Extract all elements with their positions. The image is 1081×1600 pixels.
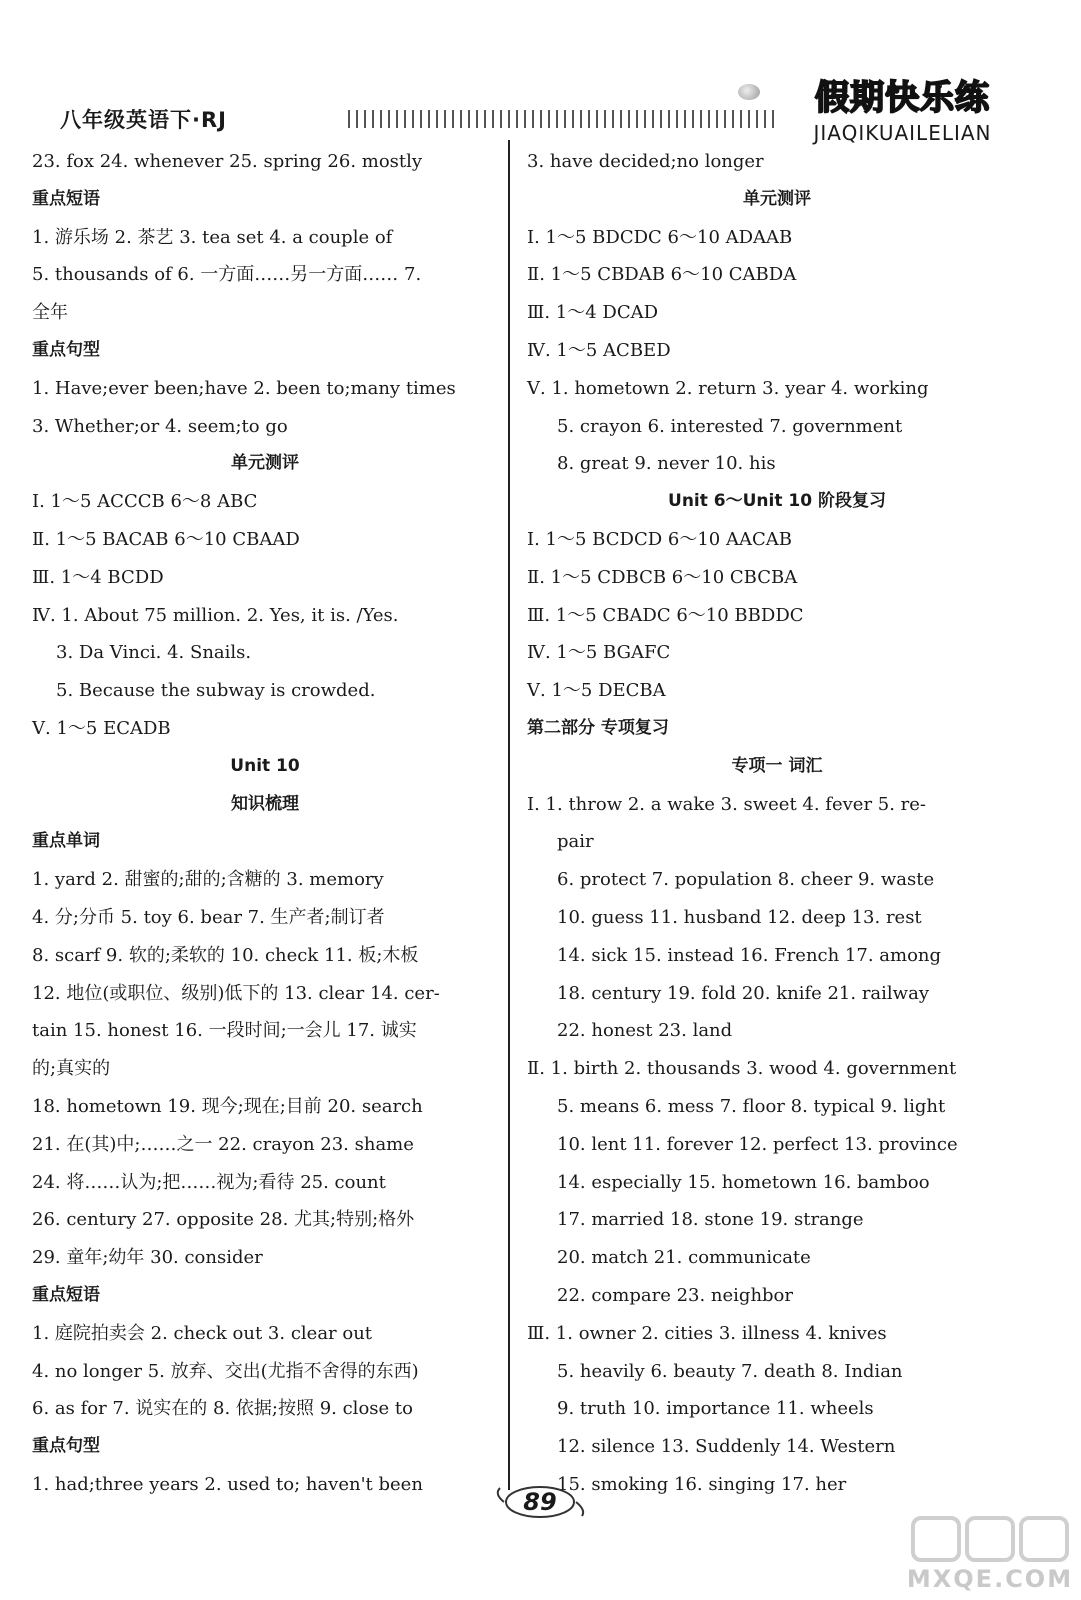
answer-line: 3. have decided;no longer — [527, 151, 764, 172]
answer-line: 14. especially 15. hometown 16. bamboo — [557, 1171, 930, 1193]
answer-line: Ⅰ. 1～5 BDCDC 6～10 ADAAB — [527, 226, 793, 248]
header-decoration-bars — [348, 110, 778, 128]
answer-line: Ⅳ. 1～5 BGAFC — [527, 642, 671, 664]
right-column — [527, 143, 1027, 1504]
answer-line: Ⅱ. 1～5 BACAB 6～10 CBAAD — [32, 528, 300, 550]
answer-line: Ⅲ. 1～5 CBADC 6～10 BBDDC — [527, 604, 804, 626]
section-heading: 重点短语 — [32, 1284, 100, 1305]
section-heading: 第二部分 专项复习 — [527, 717, 669, 738]
brand-subtitle: JIAQIKUAILELIAN — [813, 121, 992, 145]
brand-ornament-icon — [738, 84, 760, 100]
answer-line: 5. crayon 6. interested 7. government — [557, 415, 903, 437]
answer-line: 6. protect 7. population 8. cheer 9. waste — [557, 869, 935, 891]
left-column — [32, 143, 498, 1504]
answer-line: 21. 在(其)中;……之一 22. crayon 23. shame — [32, 1133, 414, 1155]
answer-line: 3. Whether;or 4. seem;to go — [32, 415, 288, 437]
answer-line: 5. thousands of 6. 一方面……另一方面…… 7. — [32, 264, 422, 286]
answer-line: Ⅲ. 1. owner 2. cities 3. illness 4. knives — [527, 1322, 887, 1344]
answer-line: 6. as for 7. 说实在的 8. 依据;按照 9. close to — [32, 1398, 413, 1420]
answer-line: 1. had;three years 2. used to; haven't been — [32, 1473, 423, 1495]
answer-line: 26. century 27. opposite 28. 尤其;特别;格外 — [32, 1209, 415, 1231]
answer-line: Ⅱ. 1～5 CBDAB 6～10 CABDA — [527, 264, 797, 286]
answer-line: Ⅱ. 1. birth 2. thousands 3. wood 4. government — [527, 1058, 957, 1080]
answer-line: 18. hometown 19. 现今;现在;目前 20. search — [32, 1095, 423, 1117]
answer-line: 22. honest 23. land — [557, 1020, 733, 1042]
answer-line: pair — [557, 831, 594, 853]
section-heading: 重点句型 — [32, 339, 100, 360]
section-heading: 专项一 词汇 — [731, 755, 823, 776]
answer-line: Ⅲ. 1～4 BCDD — [32, 566, 164, 588]
page-number-badge — [490, 1480, 590, 1520]
section-heading: 单元测评 — [231, 453, 299, 474]
column-divider — [508, 140, 510, 1490]
answer-line: 1. 庭院拍卖会 2. check out 3. clear out — [32, 1322, 373, 1344]
answer-line: tain 15. honest 16. 一段时间;一会儿 17. 诚实 — [32, 1020, 417, 1042]
answer-line: 12. silence 13. Suddenly 14. Western — [557, 1436, 896, 1458]
brand-logo — [800, 70, 1005, 145]
answer-line: Ⅴ. 1～5 ECADB — [32, 717, 171, 739]
answer-line: 3. Da Vinci. 4. Snails. — [56, 642, 252, 664]
section-heading: 重点单词 — [32, 831, 100, 852]
answer-line: 24. 将……认为;把……视为;看待 25. count — [32, 1171, 386, 1193]
answer-line: 5. heavily 6. beauty 7. death 8. Indian — [557, 1360, 903, 1382]
section-heading: 单元测评 — [743, 188, 811, 209]
answer-line: 12. 地位(或职位、级别)低下的 13. clear 14. cer- — [32, 982, 440, 1004]
answer-line: 22. compare 23. neighbor — [557, 1284, 793, 1306]
answer-line: 15. smoking 16. singing 17. her — [557, 1473, 847, 1495]
answer-line: Ⅴ. 1. hometown 2. return 3. year 4. working — [527, 377, 929, 399]
answer-line: 8. scarf 9. 软的;柔软的 10. check 11. 板;木板 — [32, 944, 419, 966]
watermark-logo-icon — [905, 1510, 1075, 1565]
section-heading: 重点短语 — [32, 188, 100, 209]
answer-line: 10. lent 11. forever 12. perfect 13. province — [557, 1133, 958, 1155]
answer-line: 4. 分;分币 5. toy 6. bear 7. 生产者;制订者 — [32, 906, 385, 928]
answer-line: Ⅳ. 1. About 75 million. 2. Yes, it is. /Yes. — [32, 604, 399, 626]
watermark-text: MXQE.COM — [906, 1565, 1074, 1593]
answer-line: Ⅴ. 1～5 DECBA — [527, 680, 666, 702]
answer-line: Ⅲ. 1～4 DCAD — [527, 302, 659, 324]
answer-line: 14. sick 15. instead 16. French 17. among — [557, 944, 942, 966]
book-title: 八年级英语下·RJ — [60, 108, 227, 132]
watermark — [905, 1510, 1075, 1600]
answer-line: 全年 — [32, 302, 68, 324]
answer-line: Ⅰ. 1～5 BCDCD 6～10 AACAB — [527, 528, 792, 550]
answer-line: 的;真实的 — [32, 1058, 111, 1080]
answer-line: 5. Because the subway is crowded. — [56, 680, 376, 702]
answer-line: Ⅰ. 1～5 ACCCB 6～8 ABC — [32, 491, 258, 513]
answer-line: 1. yard 2. 甜蜜的;甜的;含糖的 3. memory — [32, 869, 384, 891]
answer-line: 9. truth 10. importance 11. wheels — [557, 1398, 874, 1420]
section-heading: 重点句型 — [32, 1436, 100, 1457]
answer-line: 10. guess 11. husband 12. deep 13. rest — [557, 906, 922, 928]
brand-title: 假期快乐练 — [815, 78, 990, 118]
answer-line: 8. great 9. never 10. his — [557, 453, 776, 475]
answer-line: 1. 游乐场 2. 茶艺 3. tea set 4. a couple of — [32, 226, 393, 248]
answer-line: Ⅰ. 1. throw 2. a wake 3. sweet 4. fever 5. re- — [527, 793, 927, 815]
answer-line: 20. match 21. communicate — [557, 1247, 811, 1269]
answer-line: 5. means 6. mess 7. floor 8. typical 9. light — [557, 1095, 946, 1117]
page-number: 89 — [523, 1488, 557, 1516]
answer-line: 23. fox 24. whenever 25. spring 26. mostly — [32, 151, 423, 172]
answer-line: 4. no longer 5. 放弃、交出(尤指不舍得的东西) — [32, 1360, 419, 1382]
answer-line: Ⅳ. 1～5 ACBED — [527, 339, 671, 361]
answer-line: 18. century 19. fold 20. knife 21. railway — [557, 982, 929, 1004]
answer-line: 1. Have;ever been;have 2. been to;many times — [32, 377, 456, 399]
section-heading: Unit 6～Unit 10 阶段复习 — [668, 491, 886, 512]
answer-line: Ⅱ. 1～5 CDBCB 6～10 CBCBA — [527, 566, 798, 588]
section-heading: Unit 10 — [230, 755, 300, 776]
answer-line: 17. married 18. stone 19. strange — [557, 1209, 864, 1231]
section-heading: 知识梳理 — [231, 793, 299, 814]
answer-line: 29. 童年;幼年 30. consider — [32, 1247, 263, 1269]
